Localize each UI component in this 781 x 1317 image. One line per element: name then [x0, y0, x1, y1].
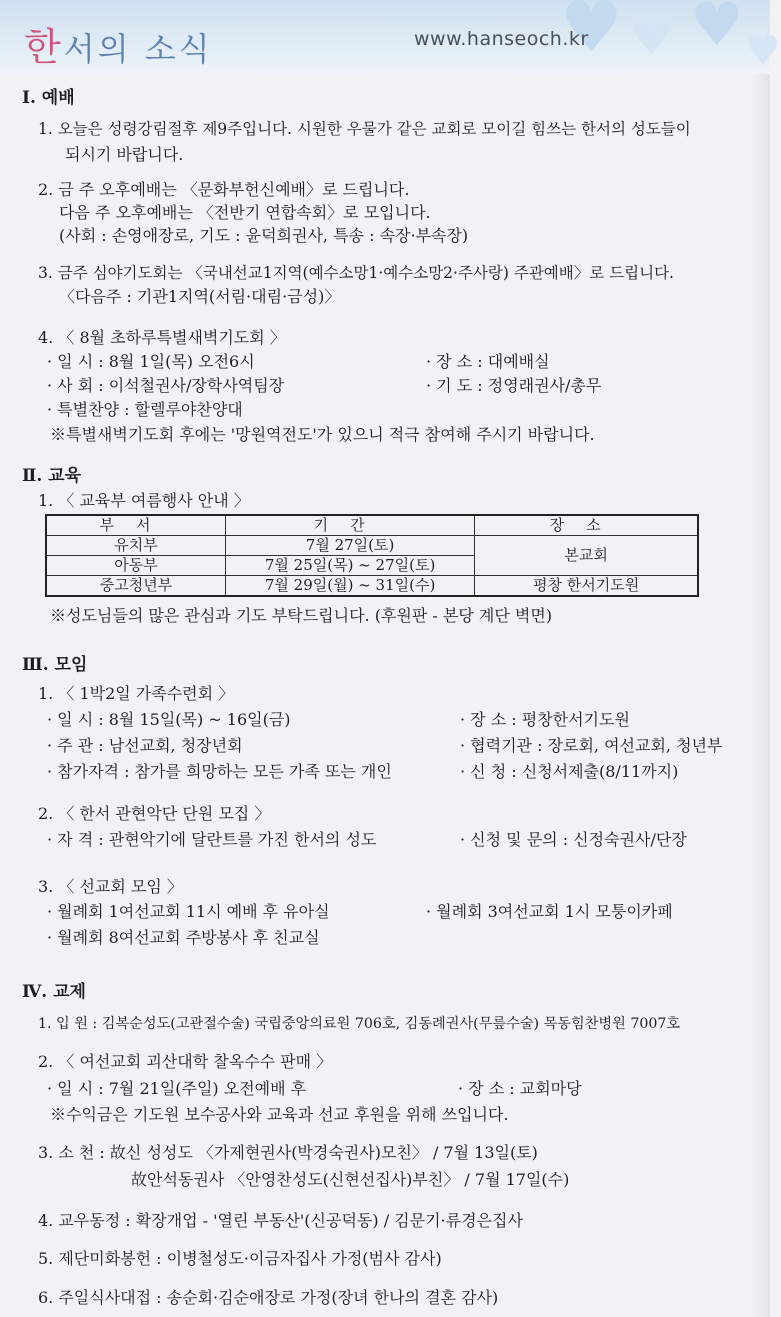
worship-item4-title: 4. 〈 8월 초하루특별새벽기도회 〉 — [38, 328, 286, 347]
worship-item2-line3: (사회 : 손영애장로, 기도 : 윤덕희권사, 특송 : 속장·부속장) — [59, 226, 469, 245]
fellowship-item4: 4. 교우동정 : 확장개업 - '열린 부동산'(신공덕동) / 김문기·류경은집사 — [38, 1211, 523, 1230]
worship-item1-line1: 1. 오늘은 성령강림절후 제9주입니다. 시원한 우물가 같은 교회로 모이길 힘쓰는 한서의 성도들이 — [38, 120, 691, 138]
worship-item4-date: · 일 시 : 8월 1일(목) 오전6시 — [47, 352, 255, 371]
table-header-period: 기간 — [225, 515, 474, 536]
gathering-item1-apply: · 신 청 : 신청서제출(8/11까지) — [460, 762, 679, 781]
education-item1-title: 1. 〈 교육부 여름행사 안내 〉 — [38, 491, 250, 510]
education-schedule-table — [45, 514, 699, 597]
gathering-item1-date: · 일 시 : 8월 15일(목) ~ 16일(금) — [47, 710, 291, 729]
section-title-gathering: Ⅲ. 모임 — [22, 655, 88, 675]
gathering-item3-title: 3. 〈 선교회 모임 〉 — [38, 877, 183, 896]
gathering-item2-contact: · 신청 및 문의 : 신정숙권사/단장 — [460, 830, 687, 849]
worship-item4-place: · 장 소 : 대예배실 — [426, 352, 550, 371]
worship-item3-line2: 〈다음주 : 기관1지역(서림·대림·금성)〉 — [59, 287, 341, 306]
fellowship-item6: 6. 주일식사대접 : 송순회·김순애장로 가정(장녀 한나의 결혼 감사) — [38, 1288, 499, 1307]
worship-item3-line1: 3. 금주 심야기도회는 〈국내선교1지역(예수소망1·예수소망2·주사랑) 주관예배〉로 드립니다. — [38, 264, 674, 282]
gathering-item3-a: · 월례회 1여선교회 11시 예배 후 유아실 — [47, 902, 330, 921]
worship-item4-choir: · 특별찬양 : 할렐루야찬양대 — [47, 400, 243, 419]
website-url[interactable]: www.hanseoch.kr — [414, 28, 589, 50]
gathering-item2-title: 2. 〈 한서 관현악단 단원 모집 〉 — [38, 804, 271, 823]
gathering-item2-qualification: · 자 격 : 관현악기에 달란트를 가진 한서의 성도 — [47, 830, 377, 849]
fellowship-item2-place: · 장 소 : 교회마당 — [458, 1079, 582, 1098]
gathering-item1-title: 1. 〈 1박2일 가족수련회 〉 — [38, 684, 235, 703]
fellowship-item2-title: 2. 〈 여선교회 괴산대학 찰옥수수 판매 〉 — [38, 1052, 333, 1071]
table-cell-period: 7월 29일(월) ~ 31일(수) — [225, 576, 474, 597]
title-rest: 서의 소식 — [63, 30, 213, 68]
fellowship-item1-hospitalized: 1. 입 원 : 김복순성도(고관절수술) 국립중앙의료원 706호, 김동례권사(무릎수술) 목동힘찬병원 7007호 — [38, 1016, 681, 1032]
gathering-item3-b: · 월례회 3여선교회 1시 모퉁이카페 — [426, 902, 673, 921]
section-title-fellowship: Ⅳ. 교제 — [22, 982, 86, 1002]
title-first-char: 한 — [24, 25, 64, 69]
table-cell-dept: 중고청년부 — [46, 576, 225, 597]
heart-icon: ♥ — [745, 28, 781, 74]
worship-item4-note: ※특별새벽기도회 후에는 '망원역전도'가 있으니 적극 참여해 주시기 바랍니다. — [50, 425, 595, 444]
fellowship-item3-line1: 3. 소 천 : 故신 성성도 〈가제현권사(박경숙권사)모친〉 / 7월 13일(토) — [38, 1143, 538, 1162]
worship-item1-line2: 되시기 바랍니다. — [65, 145, 184, 164]
gathering-item1-place: · 장 소 : 평창한서기도원 — [460, 710, 630, 729]
table-header-row — [46, 515, 698, 536]
education-note: ※성도님들의 많은 관심과 기도 부탁드립니다. (후원판 - 본당 계단 벽면) — [50, 606, 553, 625]
heart-icon: ♥ — [560, 0, 623, 68]
fellowship-item2-date: · 일 시 : 7월 21일(주일) 오전예배 후 — [47, 1079, 307, 1098]
table-cell-place-merged: 본교회 — [475, 536, 698, 576]
table-cell-dept: 유치부 — [46, 536, 225, 556]
gathering-item1-qualification: · 참가자격 : 참가를 희망하는 모든 가족 또는 개인 — [47, 762, 392, 781]
gathering-item1-host: · 주 관 : 남선교회, 청장년회 — [47, 736, 243, 755]
fellowship-item3-line2: 故안석동권사 〈안영찬성도(신현선집사)부친〉 / 7월 17일(수) — [131, 1170, 570, 1189]
table-cell-place: 평창 한서기도원 — [475, 576, 698, 597]
heart-icon: ♥ — [690, 0, 744, 60]
fellowship-item5: 5. 제단미화봉헌 : 이병철성도·이금자집사 가정(범사 감사) — [38, 1249, 442, 1268]
worship-item2-line1: 2. 금 주 오후예배는 〈문화부헌신예배〉로 드립니다. — [38, 180, 410, 199]
table-cell-period: 7월 27일(토) — [225, 536, 474, 556]
gathering-item1-coop: · 협력기관 : 장로회, 여선교회, 청년부 — [460, 736, 723, 755]
table-cell-dept: 아동부 — [46, 556, 225, 576]
table-header-dept: 부서 — [46, 515, 225, 536]
table-header-place: 장소 — [475, 515, 698, 536]
section-title-worship: Ⅰ. 예배 — [22, 88, 75, 108]
worship-item2-line2: 다음 주 오후예배는 〈전반기 연합속회〉로 모입니다. — [59, 203, 431, 222]
table-cell-period: 7월 25일(목) ~ 27일(토) — [225, 556, 474, 576]
worship-item4-prayer: · 기 도 : 정영래권사/총무 — [426, 376, 602, 395]
fellowship-item2-note: ※수익금은 기도원 보수공사와 교육과 선교 후원을 위해 쓰입니다. — [50, 1105, 509, 1124]
section-title-education: Ⅱ. 교육 — [22, 466, 82, 486]
gathering-item3-c: · 월례회 8여선교회 주방봉사 후 친교실 — [47, 928, 320, 947]
heart-icon: ♥ — [630, 10, 674, 66]
table-row — [46, 576, 698, 597]
table-row — [46, 536, 698, 556]
worship-item4-host: · 사 회 : 이석철권사/장학사역팀장 — [47, 376, 285, 395]
